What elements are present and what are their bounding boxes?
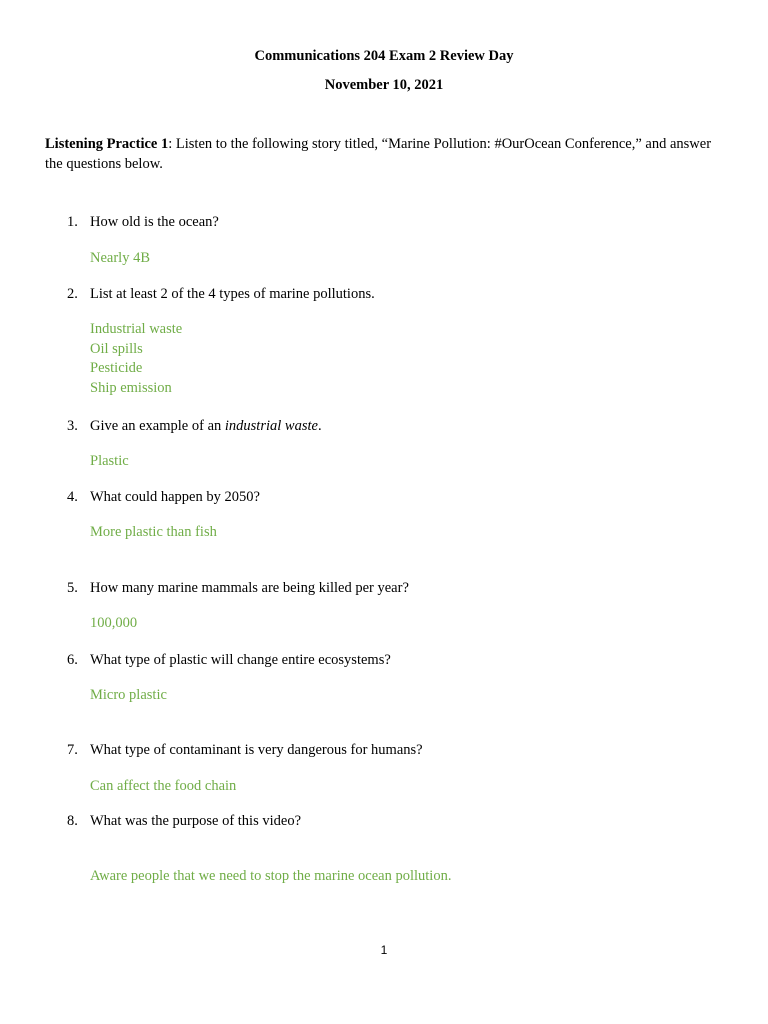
question-text: What was the purpose of this video?	[90, 813, 302, 829]
question-3	[67, 417, 322, 435]
answer-7	[90, 777, 236, 797]
question-5	[67, 579, 409, 597]
answer-2	[90, 320, 182, 398]
question-text-end: .	[317, 418, 322, 434]
question-number: 5.	[67, 580, 78, 596]
answer-line: Micro plastic	[90, 687, 167, 703]
document-title: Communications 204 Exam 2 Review Day	[254, 48, 514, 64]
answer-line: Pesticide	[90, 360, 143, 376]
answer-5	[90, 614, 137, 634]
intro-text: : Listen to the following story titled, “Marine Pollution: #OurOcean Conference,” and answer the questions below.	[45, 136, 712, 172]
question-7	[67, 741, 423, 759]
answer-line: Ship emission	[90, 379, 172, 396]
answer-4	[90, 523, 217, 543]
question-6	[67, 651, 391, 669]
answer-line: Nearly 4B	[90, 250, 150, 266]
question-text: How many marine mammals are being killed per year?	[90, 580, 409, 596]
answer-line: Aware people that we need to stop the marine ocean pollution.	[90, 868, 452, 884]
answer-line: Plastic	[90, 453, 129, 469]
question-text: List at least 2 of the 4 types of marine pollutions.	[90, 286, 375, 302]
question-text: Give an example of an	[90, 418, 225, 434]
question-8	[67, 812, 301, 830]
question-number: 8.	[67, 813, 78, 829]
answer-6	[90, 686, 167, 706]
answer-line: More plastic than fish	[90, 524, 217, 540]
answer-1	[90, 249, 150, 269]
question-emphasis: industrial waste	[224, 418, 318, 434]
question-number: 7.	[67, 742, 78, 758]
listening-practice-intro	[45, 134, 725, 174]
question-number: 6.	[67, 652, 78, 668]
question-text: What type of plastic will change entire ecosystems?	[90, 652, 391, 668]
question-1	[67, 213, 219, 231]
document-date: November 10, 2021	[324, 77, 444, 93]
question-number: 2.	[67, 286, 78, 302]
page-number: 1	[380, 943, 388, 957]
question-4	[67, 488, 260, 506]
intro-label: Listening Practice 1	[45, 136, 169, 152]
question-text: What type of contaminant is very dangerous for humans?	[90, 742, 423, 758]
question-number: 1.	[67, 214, 78, 230]
question-number: 4.	[67, 489, 78, 505]
question-text: What could happen by 2050?	[90, 489, 260, 505]
answer-line: 100,000	[90, 615, 138, 631]
question-2	[67, 285, 375, 303]
answer-line: Oil spills	[90, 340, 143, 357]
answer-8	[90, 867, 451, 887]
answer-3	[90, 452, 129, 472]
answer-line: Can affect the food chain	[90, 778, 237, 794]
answer-line: Industrial waste	[90, 321, 183, 337]
question-text: How old is the ocean?	[90, 214, 219, 230]
question-number: 3.	[67, 418, 78, 434]
